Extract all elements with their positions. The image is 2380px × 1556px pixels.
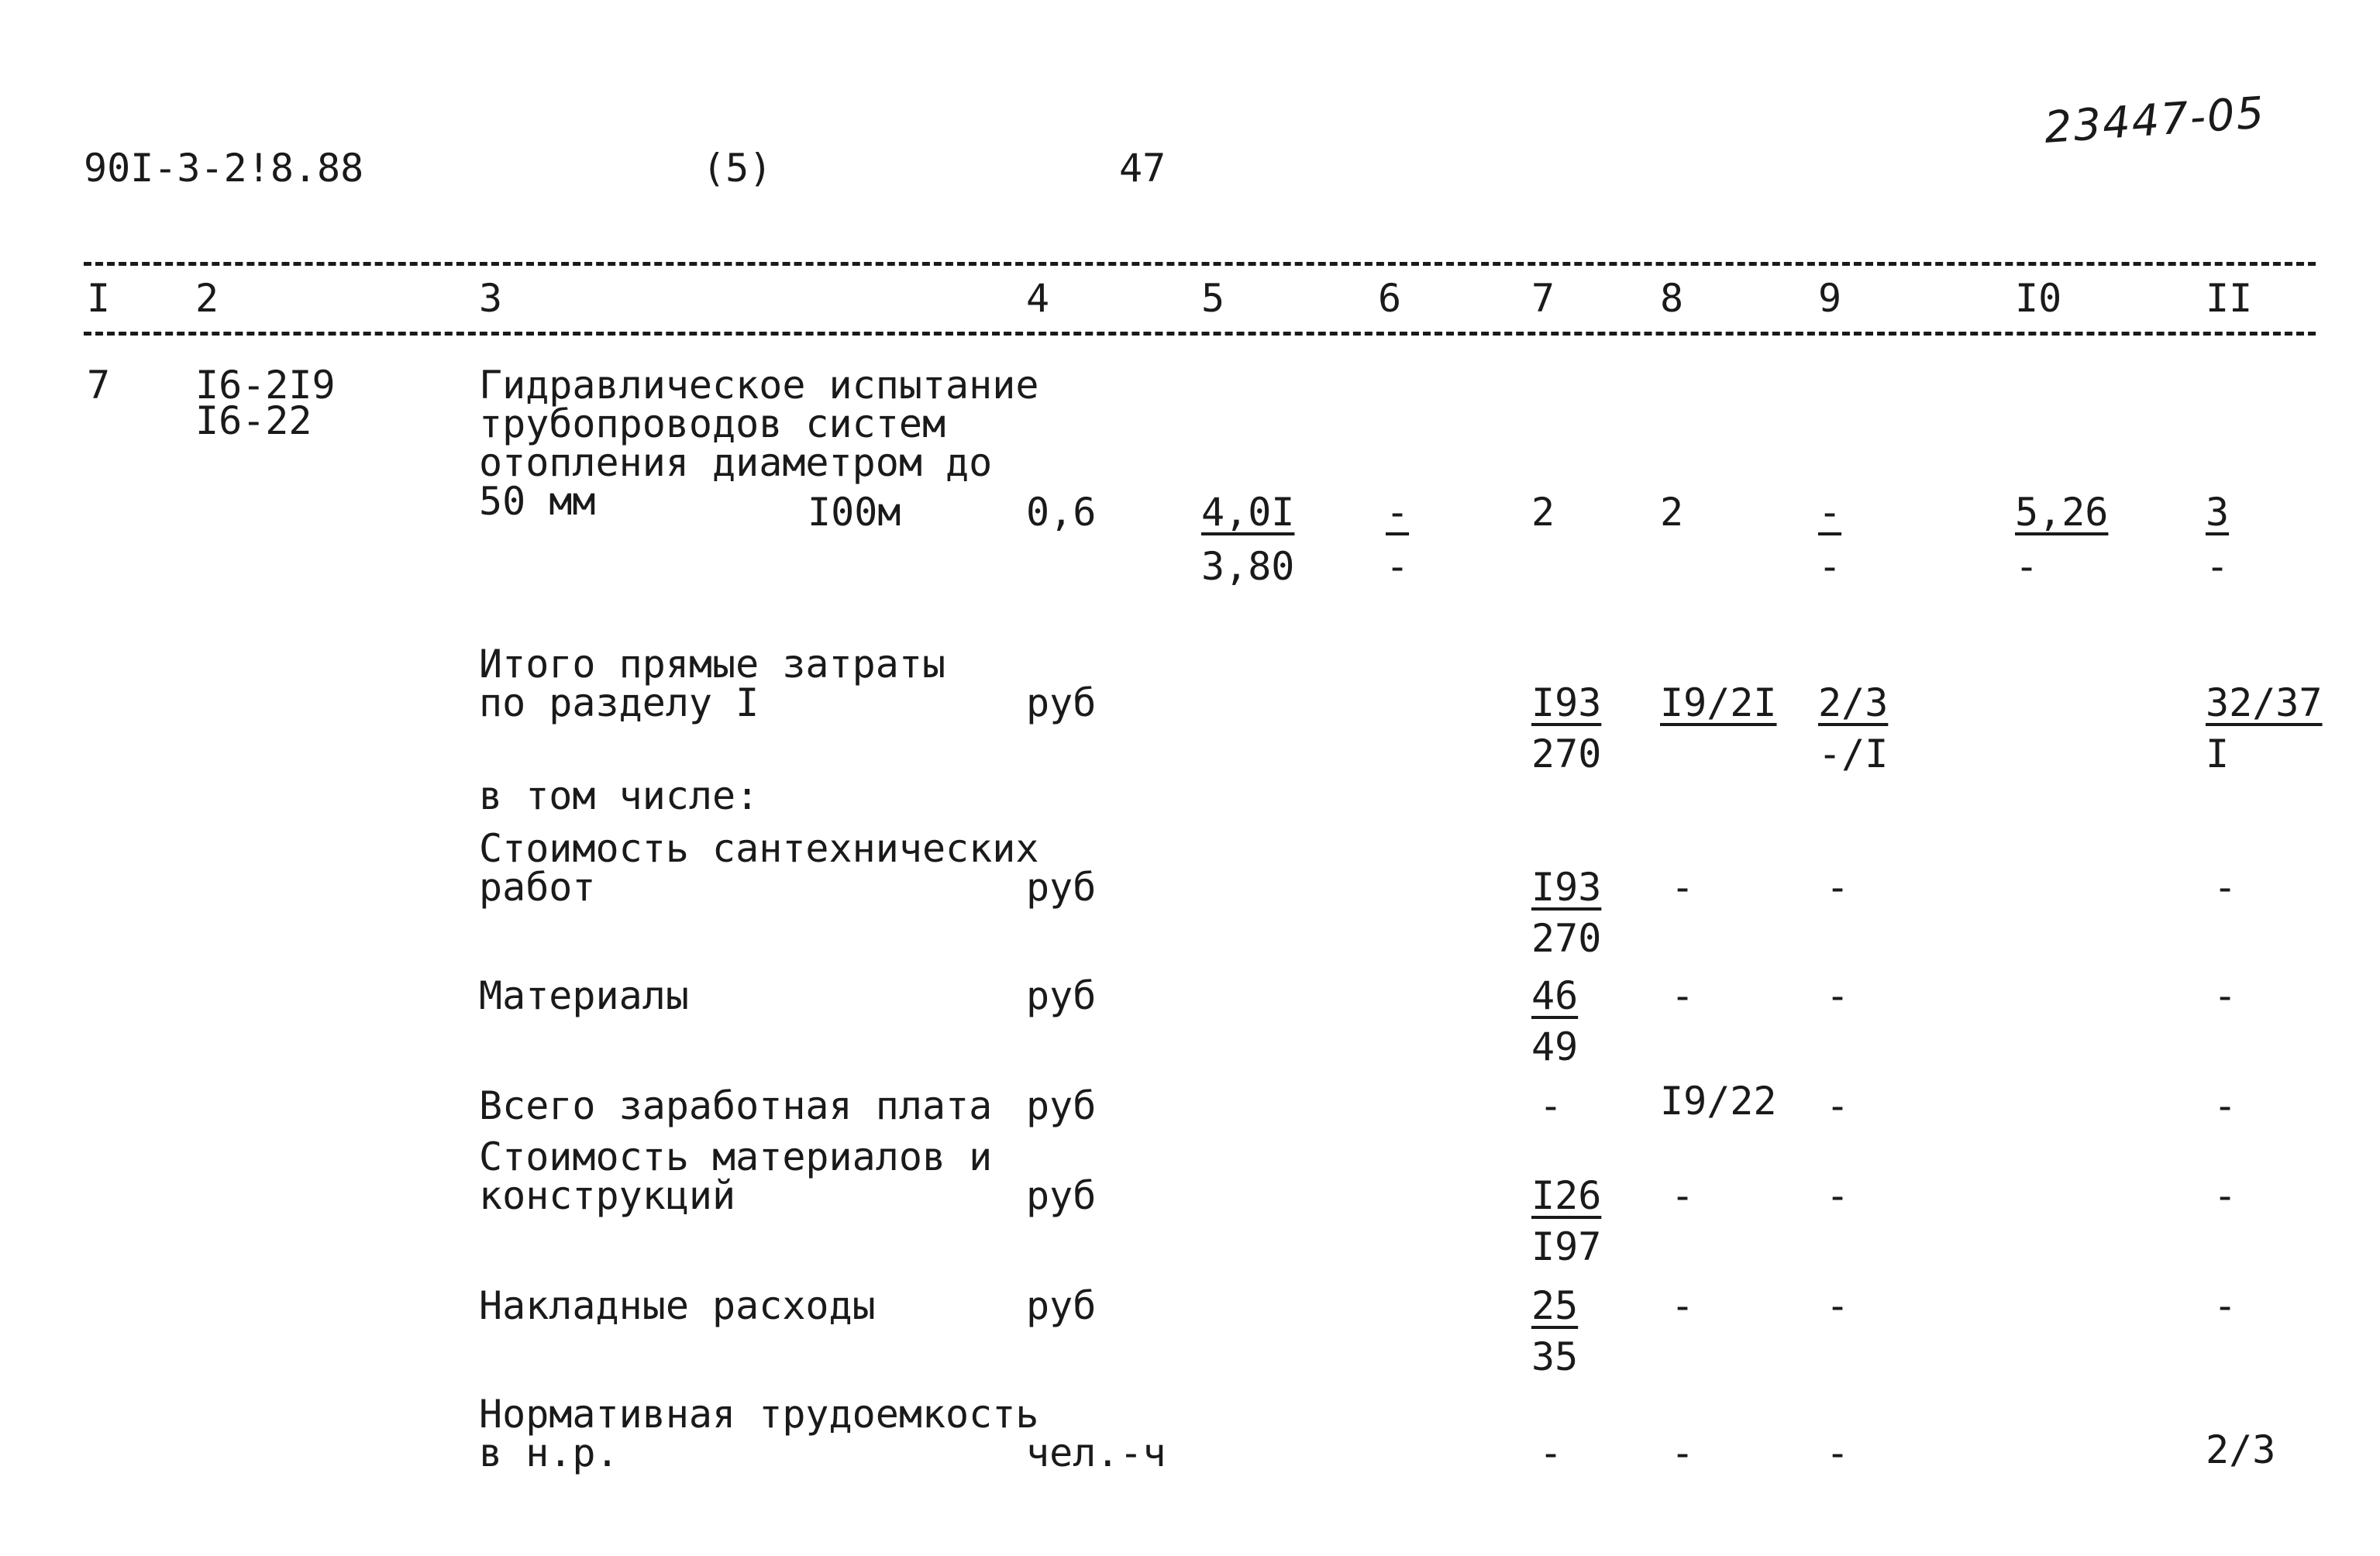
item-col10-bottom: - bbox=[2015, 544, 2039, 589]
row-col7-top: I26 bbox=[1531, 1173, 1602, 1218]
total-col9-bottom: -/I bbox=[1818, 732, 1889, 776]
row-unit: руб bbox=[1026, 865, 1097, 910]
row-unit: чел.-ч bbox=[1026, 1430, 1166, 1475]
row-col7: - bbox=[1539, 1430, 1563, 1475]
row-col8: I9/22 bbox=[1660, 1079, 1777, 1124]
row-col11: - bbox=[2213, 1173, 2237, 1218]
header-rule-bottom bbox=[84, 332, 2316, 336]
including-label: в том числе: bbox=[479, 773, 759, 818]
row-label: Нормативная трудоемкость в н.р. bbox=[479, 1392, 1039, 1475]
total-col8: I9/2I bbox=[1660, 680, 1777, 725]
item-col7: 2 bbox=[1531, 490, 1555, 535]
row-col11: - bbox=[2213, 865, 2237, 910]
total-col11-top: 32/37 bbox=[2206, 680, 2323, 725]
row-col7-bottom: I97 bbox=[1531, 1224, 1602, 1269]
row-unit: руб bbox=[1026, 1173, 1097, 1218]
item-col6-bottom: - bbox=[1386, 544, 1410, 589]
row-col8: - bbox=[1671, 1283, 1695, 1328]
item-col8: 2 bbox=[1660, 490, 1684, 535]
document-code: 90I-3-2!8.88 bbox=[84, 146, 364, 191]
item-col11-top: 3 bbox=[2206, 490, 2230, 535]
row-col8: - bbox=[1671, 1430, 1695, 1475]
row-unit: руб bbox=[1026, 1283, 1097, 1328]
row-label: Накладные расходы bbox=[479, 1283, 876, 1328]
row-col9: - bbox=[1826, 1430, 1850, 1475]
row-col9: - bbox=[1826, 973, 1850, 1018]
row-col8: - bbox=[1671, 1173, 1695, 1218]
total-col7-bottom: 270 bbox=[1531, 732, 1602, 776]
item-code-2: I6-22 bbox=[195, 398, 312, 443]
item-col5-bottom: 3,80 bbox=[1201, 544, 1295, 589]
column-header-7: 7 bbox=[1531, 276, 1555, 321]
row-col8: - bbox=[1671, 865, 1695, 910]
row-col9: - bbox=[1826, 1083, 1850, 1128]
row-label: Стоимость сантехнических работ bbox=[479, 826, 1039, 910]
row-col11: - bbox=[2213, 1283, 2237, 1328]
row-col7-bottom: 270 bbox=[1531, 916, 1602, 961]
item-col11-bottom: - bbox=[2206, 544, 2230, 589]
page-number: 47 bbox=[1119, 146, 1166, 191]
total-unit: руб bbox=[1026, 680, 1097, 725]
column-header-6: 6 bbox=[1378, 276, 1402, 321]
row-col7-bottom: 35 bbox=[1531, 1334, 1579, 1379]
row-label: Стоимость материалов и конструкций bbox=[479, 1134, 993, 1218]
handwritten-registration-number: 23447-05 bbox=[2042, 88, 2268, 153]
item-unit: I00м bbox=[808, 490, 901, 535]
row-col7-top: 25 bbox=[1531, 1283, 1579, 1328]
row-col7: - bbox=[1539, 1083, 1563, 1128]
column-header-2: 2 bbox=[195, 276, 219, 321]
row-col11: 2/3 bbox=[2206, 1427, 2276, 1472]
row-col8: - bbox=[1671, 973, 1695, 1018]
row-col7-bottom: 49 bbox=[1531, 1024, 1579, 1069]
total-label: Итого прямые затраты по разделу I bbox=[479, 642, 946, 725]
item-col10-top: 5,26 bbox=[2015, 490, 2109, 535]
header-rule-top bbox=[84, 262, 2316, 266]
total-col7-top: I93 bbox=[1531, 680, 1602, 725]
item-col6-top: - bbox=[1386, 490, 1410, 535]
row-label: Всего заработная плата bbox=[479, 1083, 993, 1128]
row-col7-top: I93 bbox=[1531, 865, 1602, 910]
item-description: Гидравлическое испытание трубопроводов систем отопления диаметром до 50 мм bbox=[479, 363, 1039, 524]
row-unit: руб bbox=[1026, 973, 1097, 1018]
sheet-part: (5) bbox=[702, 146, 773, 191]
row-unit: руб bbox=[1026, 1083, 1097, 1128]
total-col11-bottom: I bbox=[2206, 732, 2230, 776]
total-col9-top: 2/3 bbox=[1818, 680, 1889, 725]
column-header-5: 5 bbox=[1201, 276, 1225, 321]
column-header-8: 8 bbox=[1660, 276, 1684, 321]
row-col9: - bbox=[1826, 865, 1850, 910]
item-quantity: 0,6 bbox=[1026, 490, 1097, 535]
column-header-4: 4 bbox=[1026, 276, 1050, 321]
row-col7-top: 46 bbox=[1531, 973, 1579, 1018]
column-header-1: I bbox=[87, 276, 111, 321]
column-header-10: I0 bbox=[2015, 276, 2062, 321]
row-col11: - bbox=[2213, 973, 2237, 1018]
column-header-11: II bbox=[2206, 276, 2253, 321]
item-code-1: I6-2I9 bbox=[195, 363, 336, 408]
row-label: Материалы bbox=[479, 973, 689, 1018]
item-number: 7 bbox=[87, 363, 111, 408]
column-header-3: 3 bbox=[479, 276, 503, 321]
item-col9-bottom: - bbox=[1818, 544, 1842, 589]
item-col5-top: 4,0I bbox=[1201, 490, 1295, 535]
item-col9-top: - bbox=[1818, 490, 1842, 535]
row-col9: - bbox=[1826, 1283, 1850, 1328]
row-col9: - bbox=[1826, 1173, 1850, 1218]
row-col11: - bbox=[2213, 1083, 2237, 1128]
column-header-9: 9 bbox=[1818, 276, 1842, 321]
